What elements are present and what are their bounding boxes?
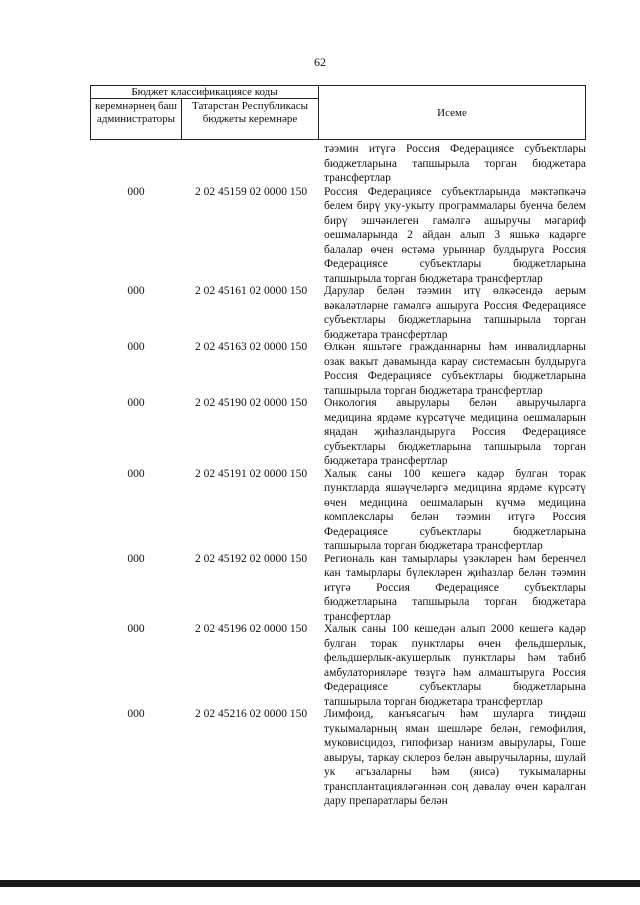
row-revenue-code: 2 02 45192 02 0000 150 (194, 552, 308, 565)
row-revenue-code: 2 02 45190 02 0000 150 (194, 397, 308, 409)
row-revenue-code: 2 02 45163 02 0000 150 (194, 341, 308, 353)
row-revenue-code: 2 02 45191 02 0000 150 (194, 467, 308, 480)
row-revenue-code: 2 02 45161 02 0000 150 (194, 285, 308, 297)
row-name: Россия Федерациясе субъектларында мәктәпкәчә белем бирү уку-укыту программалары буенча белем бирү эшчәнлеген гамәлгә ашыручы мәгариф оешмаларында 2 айдан алып 3 яшькә кадәрге балалар өчен өстәмә урыннар булдыруга Россия Федерациясе субъектлары бюджетларына тапшырыла торган бюджетара трансфертлар (324, 185, 586, 285)
table-row (90, 552, 590, 625)
row-name: Онкология авырулары белән авыручыларга медицина ярдәме күрсәтүче медицина оешмаларын яңадан җиһазландыруга Россия Федерациясе субъектлары бюджетларына тапшырыла торган бюджетара трансфертлар (324, 397, 586, 467)
table-row (90, 707, 590, 809)
row-admin-code: 000 (127, 185, 145, 198)
header-revenue-code-column: Татарстан Республикасы бюджеты керемнәре (181, 98, 319, 140)
row-admin-code: 000 (127, 397, 145, 409)
row-admin-code: 000 (127, 623, 145, 635)
scan-edge-bar (0, 880, 640, 887)
row-name: Халык саны 100 кешегә кадәр булган торак пунктларда яшәүчеләргә медицина ярдәме күрсәтү өчен медицина оешмаларын күчмә медицина комплекслары белән тәэмин итүгә Россия Федерациясе субъектлары бюджетларына тапшырыла торган бюджетара трансфертлар (324, 467, 586, 552)
row-name: Өлкән яшьтәге гражданнарны һәм инвалидларны озак вакыт дәвамында карау системасын булдыруга Россия Федерациясе субъектлары бюджетларына тапшырыла торган бюджетара трансфертлар (324, 341, 586, 397)
row-admin-code: 000 (127, 708, 145, 720)
table-row (90, 467, 590, 554)
table-row (90, 622, 590, 709)
row-admin-code: 000 (127, 552, 145, 565)
table-row (90, 396, 590, 469)
row-admin-code (90, 142, 182, 186)
row-admin-code: 000 (127, 467, 145, 480)
table-row (90, 340, 590, 398)
header-name-column: Исеме (318, 85, 586, 140)
row-revenue-code: 2 02 45159 02 0000 150 (194, 185, 308, 198)
table-row (90, 284, 590, 342)
row-name: Дарулар белән тәэмин итү өлкәсендә аерым вәкаләтләрне гамәлгә ашыруга Россия Федерациясе субъектлары бюджетларына тапшырыла торган бюджетара трансфертлар (324, 285, 586, 341)
row-revenue-code: 2 02 45216 02 0000 150 (194, 708, 308, 720)
row-revenue-code (182, 142, 320, 186)
table-row (90, 142, 590, 186)
row-admin-code: 000 (127, 285, 145, 297)
page-number: 62 (314, 55, 326, 69)
row-name: Халык саны 100 кешедән алып 2000 кешегә кадәр булган торак пунктлары өчен фельдшерлык, фельдшерлык-акушерлык пунктлары һәм табиб амбулаторияләре төзүгә һәм алмаштыруга Россия Федерациясе субъектлары бюджетларына тапшырыла торган бюджетара трансфертлар (324, 623, 586, 708)
header-budget-code-group: Бюджет классификациясе коды (90, 85, 319, 99)
budget-table-body (90, 142, 590, 809)
row-name: Лимфоид, канъясагыч һәм шуларга тиңдәш тукымаларның яман шешләре белән, гемофилия, муковисцидоз, гипофизар нанизм авырулары, Гоше авыруы, таркау склероз белән авыручыларны, шулай ук әгъзаларны һәм (яисә) тукымаларны трансплантацияләгәннән соң дәвалау өчен каралган дару препаратлары белән (324, 708, 586, 807)
header-admin-column: керемнәрнең баш администраторы (90, 98, 182, 140)
row-revenue-code: 2 02 45196 02 0000 150 (194, 623, 308, 635)
row-name: тәэмин итүгә Россия Федерациясе субъектлары бюджетларына тапшырыла торган бюджетара трансфертлар (324, 143, 586, 184)
row-name: Региональ кан тамырлары үзәкләрен һәм беренчел кан тамырлары бүлекләрен җиһазлар белән тәэмин итүгә Россия Федерациясе субъектлары бюджетларына тапшырыла торган бюджетара трансфертлар (324, 552, 586, 623)
table-row (90, 185, 590, 287)
row-admin-code: 000 (127, 341, 145, 353)
